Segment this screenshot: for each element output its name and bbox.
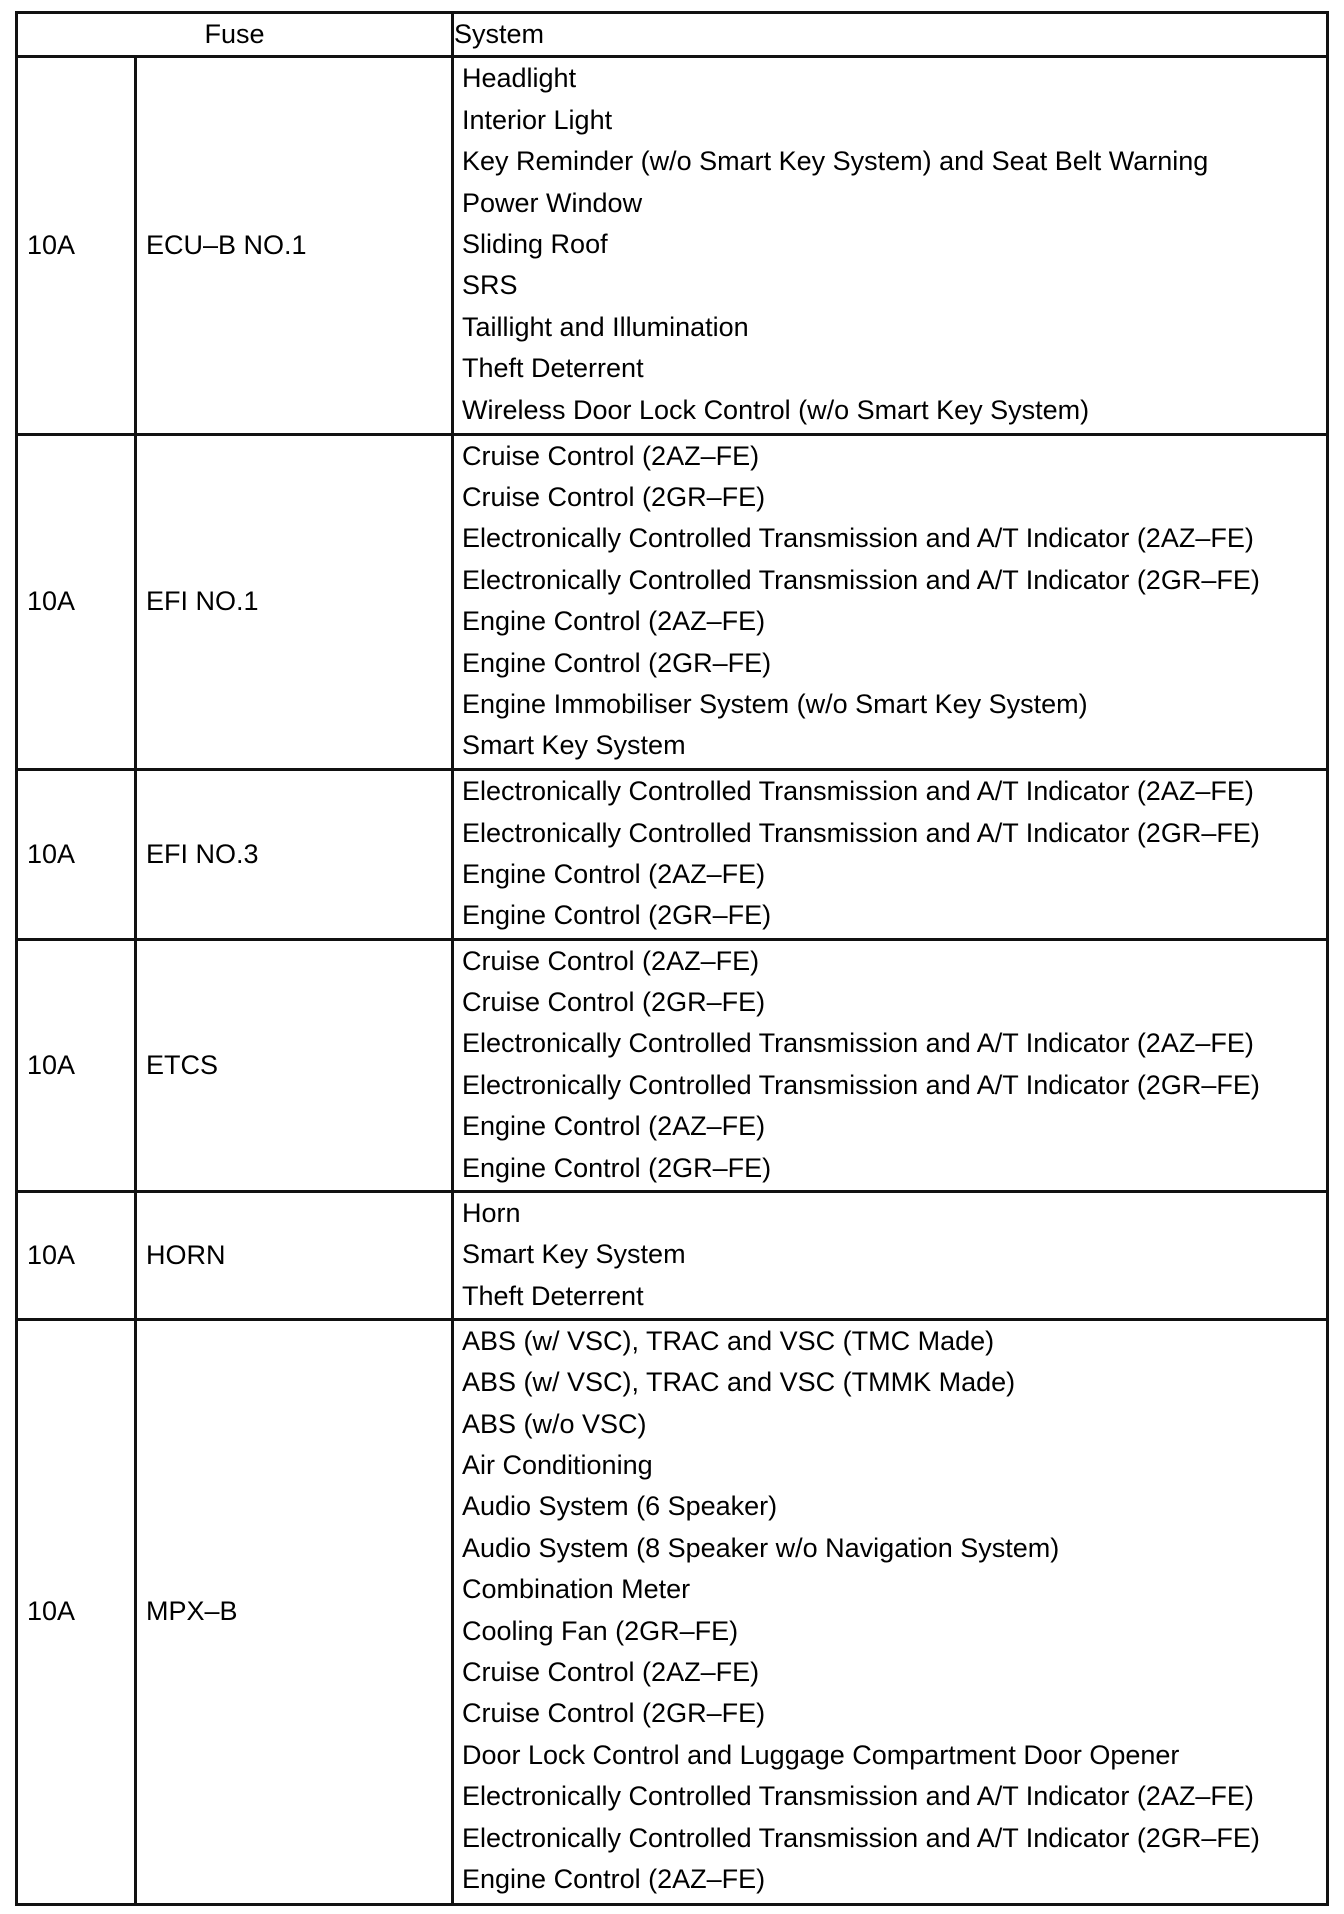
system-list xyxy=(453,1192,1328,1320)
system-item: Cruise Control (2AZ–FE) xyxy=(462,945,760,976)
fuse-amperage: 10A xyxy=(17,434,136,770)
system-item: Engine Control (2AZ–FE) xyxy=(462,1111,766,1142)
system-item: Cruise Control (2GR–FE) xyxy=(462,482,766,513)
system-item: Electronically Controlled Transmission and A/T Indicator (2GR–FE) xyxy=(462,1822,1260,1853)
system-column-header: System xyxy=(453,13,1328,57)
system-item: Electronically Controlled Transmission and A/T Indicator (2GR–FE) xyxy=(462,564,1260,595)
system-item: Smart Key System xyxy=(462,1239,686,1270)
fuse-name: MPX–B xyxy=(136,1319,453,1904)
fuse-name: ECU–B NO.1 xyxy=(136,57,453,434)
fuse-amperage: 10A xyxy=(17,1192,136,1320)
system-item: Engine Control (2AZ–FE) xyxy=(462,859,766,890)
fuse-system-table xyxy=(15,11,1329,1906)
fuse-name: ETCS xyxy=(136,939,453,1191)
system-item: Engine Control (2GR–FE) xyxy=(462,1152,772,1183)
system-item: Electronically Controlled Transmission and A/T Indicator (2GR–FE) xyxy=(462,1069,1260,1100)
system-item: Electronically Controlled Transmission and A/T Indicator (2AZ–FE) xyxy=(462,776,1254,807)
system-item: Cooling Fan (2GR–FE) xyxy=(462,1615,739,1646)
system-item: Electronically Controlled Transmission and A/T Indicator (2GR–FE) xyxy=(462,817,1260,848)
system-item: Theft Deterrent xyxy=(462,1280,644,1311)
system-item: Smart Key System xyxy=(462,730,686,761)
system-item: ABS (w/ VSC), TRAC and VSC (TMMK Made) xyxy=(462,1367,1016,1398)
fuse-amperage: 10A xyxy=(17,770,136,939)
system-item: Engine Control (2AZ–FE) xyxy=(462,1863,766,1894)
fuse-name: EFI NO.1 xyxy=(136,434,453,770)
system-item: Cruise Control (2AZ–FE) xyxy=(462,1656,760,1687)
system-item: Wireless Door Lock Control (w/o Smart Key System) xyxy=(462,394,1090,425)
system-item: Interior Light xyxy=(462,104,613,135)
system-item: Electronically Controlled Transmission and A/T Indicator (2AZ–FE) xyxy=(462,1028,1254,1059)
system-item: Engine Control (2GR–FE) xyxy=(462,900,772,931)
fuse-amperage: 10A xyxy=(17,57,136,434)
system-item: Engine Immobiliser System (w/o Smart Key System) xyxy=(462,688,1088,719)
table-row xyxy=(17,770,1328,939)
system-list xyxy=(453,57,1328,434)
system-item: Combination Meter xyxy=(462,1574,691,1605)
table-header-row xyxy=(17,13,1328,57)
system-item: Electronically Controlled Transmission and A/T Indicator (2AZ–FE) xyxy=(462,523,1254,554)
fuse-amperage: 10A xyxy=(17,939,136,1191)
table-row xyxy=(17,57,1328,434)
system-item: Cruise Control (2GR–FE) xyxy=(462,1698,766,1729)
system-item: SRS xyxy=(462,270,518,301)
system-item: Cruise Control (2GR–FE) xyxy=(462,986,766,1017)
system-item: Theft Deterrent xyxy=(462,353,644,384)
system-item: Engine Control (2AZ–FE) xyxy=(462,606,766,637)
system-item: Power Window xyxy=(462,187,643,218)
table-row xyxy=(17,1319,1328,1904)
fuse-name: HORN xyxy=(136,1192,453,1320)
system-list xyxy=(453,770,1328,939)
system-item: ABS (w/o VSC) xyxy=(462,1408,647,1439)
system-item: Cruise Control (2AZ–FE) xyxy=(462,440,760,471)
fuse-amperage: 10A xyxy=(17,1319,136,1904)
system-item: Electronically Controlled Transmission and A/T Indicator (2AZ–FE) xyxy=(462,1781,1254,1812)
system-item: Horn xyxy=(462,1198,521,1229)
system-item: Audio System (6 Speaker) xyxy=(462,1491,778,1522)
system-item: Air Conditioning xyxy=(462,1450,653,1480)
table-row xyxy=(17,939,1328,1191)
system-item: Engine Control (2GR–FE) xyxy=(462,647,772,678)
fuse-name: EFI NO.3 xyxy=(136,770,453,939)
system-list xyxy=(453,434,1328,770)
table-row xyxy=(17,434,1328,770)
system-item: Key Reminder (w/o Smart Key System) and Seat Belt Warning xyxy=(462,146,1209,177)
system-item: Headlight xyxy=(462,63,577,94)
system-item: Sliding Roof xyxy=(462,228,608,259)
system-item: Door Lock Control and Luggage Compartment Door Opener xyxy=(462,1739,1180,1770)
system-list xyxy=(453,939,1328,1191)
system-item: ABS (w/ VSC), TRAC and VSC (TMC Made) xyxy=(462,1325,995,1356)
system-item: Taillight and Illumination xyxy=(462,311,749,342)
system-item: Audio System (8 Speaker w/o Navigation System) xyxy=(462,1532,1060,1563)
table-row xyxy=(17,1192,1328,1320)
fuse-column-header: Fuse xyxy=(17,13,453,57)
system-list xyxy=(453,1319,1328,1904)
fuse-rows xyxy=(17,57,1328,1905)
